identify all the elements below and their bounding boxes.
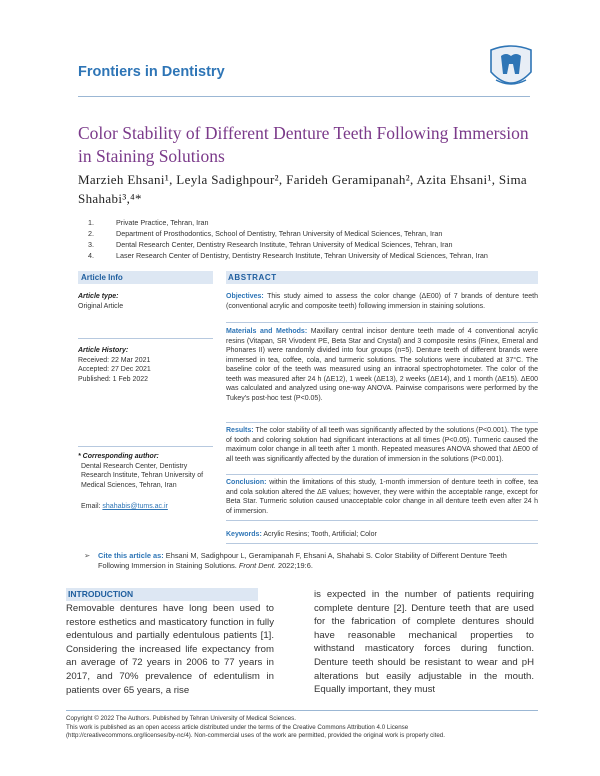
intro-column-left: Removable dentures have long been used to restore esthetics and masticatory function in fully edentulous and partially edentulous patients [1]. Considering the increased life expectancy from an average of 72 years in 2006 to 77 years in 2017, and 70% prevalence of edentulism in patients over 65 years, a rise <box>66 603 274 696</box>
journal-name: Frontiers in Dentistry <box>78 64 225 80</box>
keywords-paragraph <box>226 530 538 540</box>
conclusion-label: Conclusion: <box>226 479 267 486</box>
affiliation-list <box>88 217 538 261</box>
conclusion-paragraph <box>226 478 538 516</box>
affiliation-number: 3. <box>88 240 94 249</box>
author-list: Marzieh Ehsani¹, Leyla Sadighpour², Farideh Geramipanah², Azita Ehsani¹, Sima Shahabi³,⁴* <box>78 172 528 206</box>
license-link-line: (http://creativecommons.org/licenses/by-nc/4). Non-commercial uses of the work are permitted, provided the original work is properly cited. <box>66 732 445 740</box>
license-line: This work is published as an open access article distributed under the terms of the Creative Commons Attribution 4.0 License <box>66 723 409 731</box>
affiliation-item <box>88 228 538 239</box>
affiliation-text: Private Practice, Tehran, Iran <box>116 218 209 227</box>
copyright-line: Copyright © 2022 The Authors. Published by Tehran University of Medical Sciences. <box>66 715 296 722</box>
email-label: Email: <box>81 503 101 510</box>
methods-paragraph <box>226 327 538 403</box>
methods-label: Materials and Methods: <box>226 328 308 335</box>
results-paragraph <box>226 426 538 464</box>
results-text: The color stability of all teeth was significantly affected by the solutions (P<0.001). The type of tooth and coloring solution had significant interactions at all times (P<0.05). Turmeric caused the maximum color change in all teeth after 1 month. Repeated measures ANOVA showed that ΔE00 of all teeth was significantly affected by the duration of immersion in the solutions (P<0.001). <box>226 427 538 463</box>
accepted-date: Accepted: 27 Dec 2021 <box>78 366 151 373</box>
paper-title: Color Stability of Different Denture Teeth Following Immersion in Staining Solutions <box>78 123 529 166</box>
corresponding-author-label: * Corresponding author: <box>78 453 159 460</box>
footer-rule <box>66 710 538 711</box>
citation-volume: 2022;19:6. <box>277 561 313 570</box>
abstract-divider <box>226 322 538 323</box>
footer <box>66 715 546 741</box>
journal-logo-icon <box>488 44 534 92</box>
email-line <box>78 502 213 512</box>
abstract-divider <box>226 474 538 475</box>
keywords-label: Keywords: <box>226 531 262 538</box>
sidebar-divider <box>78 446 213 447</box>
affiliation-number: 2. <box>88 229 94 238</box>
arrow-bullet-icon: ➢ <box>84 551 91 560</box>
conclusion-text: within the limitations of this study, 1-month immersion of denture teeth in coffee, tea and cola solution altered the ΔE values; however, they were within the acceptable range, except for Beta Star. Turmeric solution caused unacceptable color change in all denture teeth even after 24 h of immersion. <box>226 479 538 515</box>
affiliation-number: 1. <box>88 218 94 227</box>
received-date: Received: 22 Mar 2021 <box>78 356 151 364</box>
results-label: Results: <box>226 427 254 434</box>
citation-text: Ehsani M, Sadighpour L, Geramipanah F, Ehsani A, Shahabi S. Color Stability of Different Denture Teeth Following Immersion in Staining Solutions. <box>98 551 507 570</box>
citation-block <box>84 551 538 571</box>
article-type-value: Original Article <box>78 302 124 310</box>
article-history-label: Article History: <box>78 347 129 354</box>
citation-label: Cite this article as: <box>98 551 164 560</box>
introduction-heading: INTRODUCTION <box>66 588 258 601</box>
article-info-heading: Article Info <box>78 271 213 284</box>
affiliation-text: Department of Prosthodontics, School of Dentistry, Tehran University of Medical Sciences, Tehran, Iran <box>116 229 443 238</box>
article-history-block <box>78 346 213 384</box>
abstract-divider <box>226 520 538 521</box>
affiliation-item <box>88 239 538 250</box>
objectives-paragraph <box>226 292 538 311</box>
citation-journal: Front Dent. <box>238 561 276 570</box>
corresponding-author-block <box>78 452 213 512</box>
intro-column-right: is expected in the number of patients requiring complete denture [2]. Denture teeth that are used for the fabrication of complete dentures should have reasonable mechanical properties to withstand masticatory forces during function. Denture teeth should be resistant to wear and pH alterations but easily adjustable in the mouth. Equally important, they must <box>314 589 534 696</box>
objectives-label: Objectives: <box>226 293 264 300</box>
abstract-divider <box>226 422 538 423</box>
affiliation-text: Laser Research Center of Dentistry, Dentistry Research Institute, Tehran University of Medical Sciences, Tehran, Iran <box>116 251 488 260</box>
article-type-block <box>78 292 213 311</box>
affiliation-item <box>88 250 538 261</box>
article-type-label: Article type: <box>78 293 119 300</box>
sidebar-divider <box>78 338 213 339</box>
methods-text: Maxillary central incisor denture teeth made of 4 conventional acrylic resins (Vitapan, SR Vivodent PE, Beta Star and Crystal) and 3 composite resins (Finex, Emeral and Phonares II) were randomly divided into four groups (n=5). Denture teeth of different brands were immersed in tea, coffee, cola, and turmeric solutions. The solutions were incubated at 37°C. The baseline color of the teeth was measured using an intraoral spectrophotometer. The color of the teeth was measured after 24 h (ΔE12), 1 week (ΔE13), 2 weeks (ΔE14), and 1 month (ΔE15). ΔE00 was calculated and analyzed using one-way ANOVA. Pairwise comparisons were performed by the Tukey's post-hoc test (P<0.05). <box>226 328 538 402</box>
abstract-heading: ABSTRACT <box>226 271 538 284</box>
header-rule <box>78 96 530 97</box>
affiliation-text: Dental Research Center, Dentistry Research Institute, Tehran University of Medical Sciences, Tehran, Iran <box>116 240 453 249</box>
corresponding-affiliation: Dental Research Center, Dentistry Research Institute, Tehran University of Medical Sciences, Tehran, Iran <box>81 462 204 489</box>
published-date: Published: 1 Feb 2022 <box>78 375 149 383</box>
abstract-divider <box>226 543 538 544</box>
affiliation-number: 4. <box>88 251 94 260</box>
email-link[interactable]: shahabis@tums.ac.ir <box>102 503 168 510</box>
affiliation-item <box>88 217 538 228</box>
objectives-text: This study aimed to assess the color change (ΔE00) of 7 brands of denture teeth (conventional acrylic and composite teeth) following immersion in staining solutions. <box>226 293 538 310</box>
keywords-text: Acrylic Resins; Tooth, Artificial; Color <box>263 531 377 538</box>
